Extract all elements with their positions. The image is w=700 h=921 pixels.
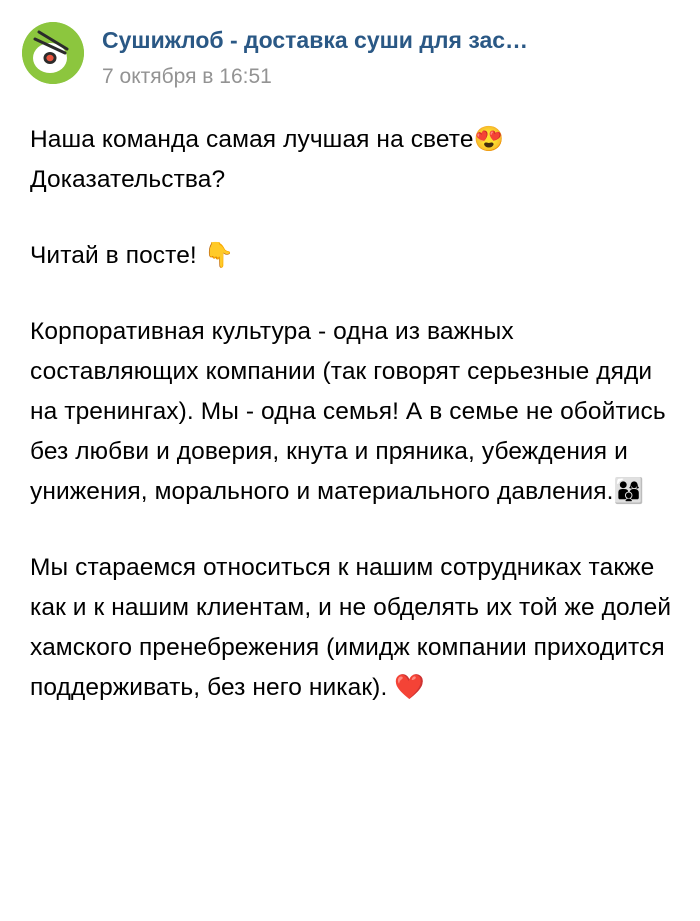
- post-header-text: [102, 22, 528, 90]
- post-text: [0, 90, 700, 708]
- post-header: [0, 0, 700, 90]
- post-date[interactable]: 7 октября в 16:51: [102, 65, 272, 88]
- post-paragraph: Мы стараемся относиться к нашим сотрудниках также как и к нашим клиентам, и не обделять их той же долей хамского пренебрежения (имидж компании приходится поддерживать, без него никак). ❤️: [30, 554, 679, 701]
- post-paragraph: Наша команда самая лучшая на свете😍 Доказательства?: [30, 126, 512, 193]
- post-paragraph: Читай в посте! 👇: [30, 242, 235, 269]
- sushi-avatar-icon[interactable]: [22, 22, 84, 84]
- post-paragraph: Корпоративная культура - одна из важных составляющих компании (так говорят серьезные дяди на тренингах). Мы - одна семья! А в семье не обойтись без любви и доверия, кнута и пряника, убеждения и унижения, морального и материального давления.👨‍👩‍👦: [30, 318, 673, 505]
- community-name-link[interactable]: Сушижлоб - доставка суши для зас…: [102, 27, 529, 53]
